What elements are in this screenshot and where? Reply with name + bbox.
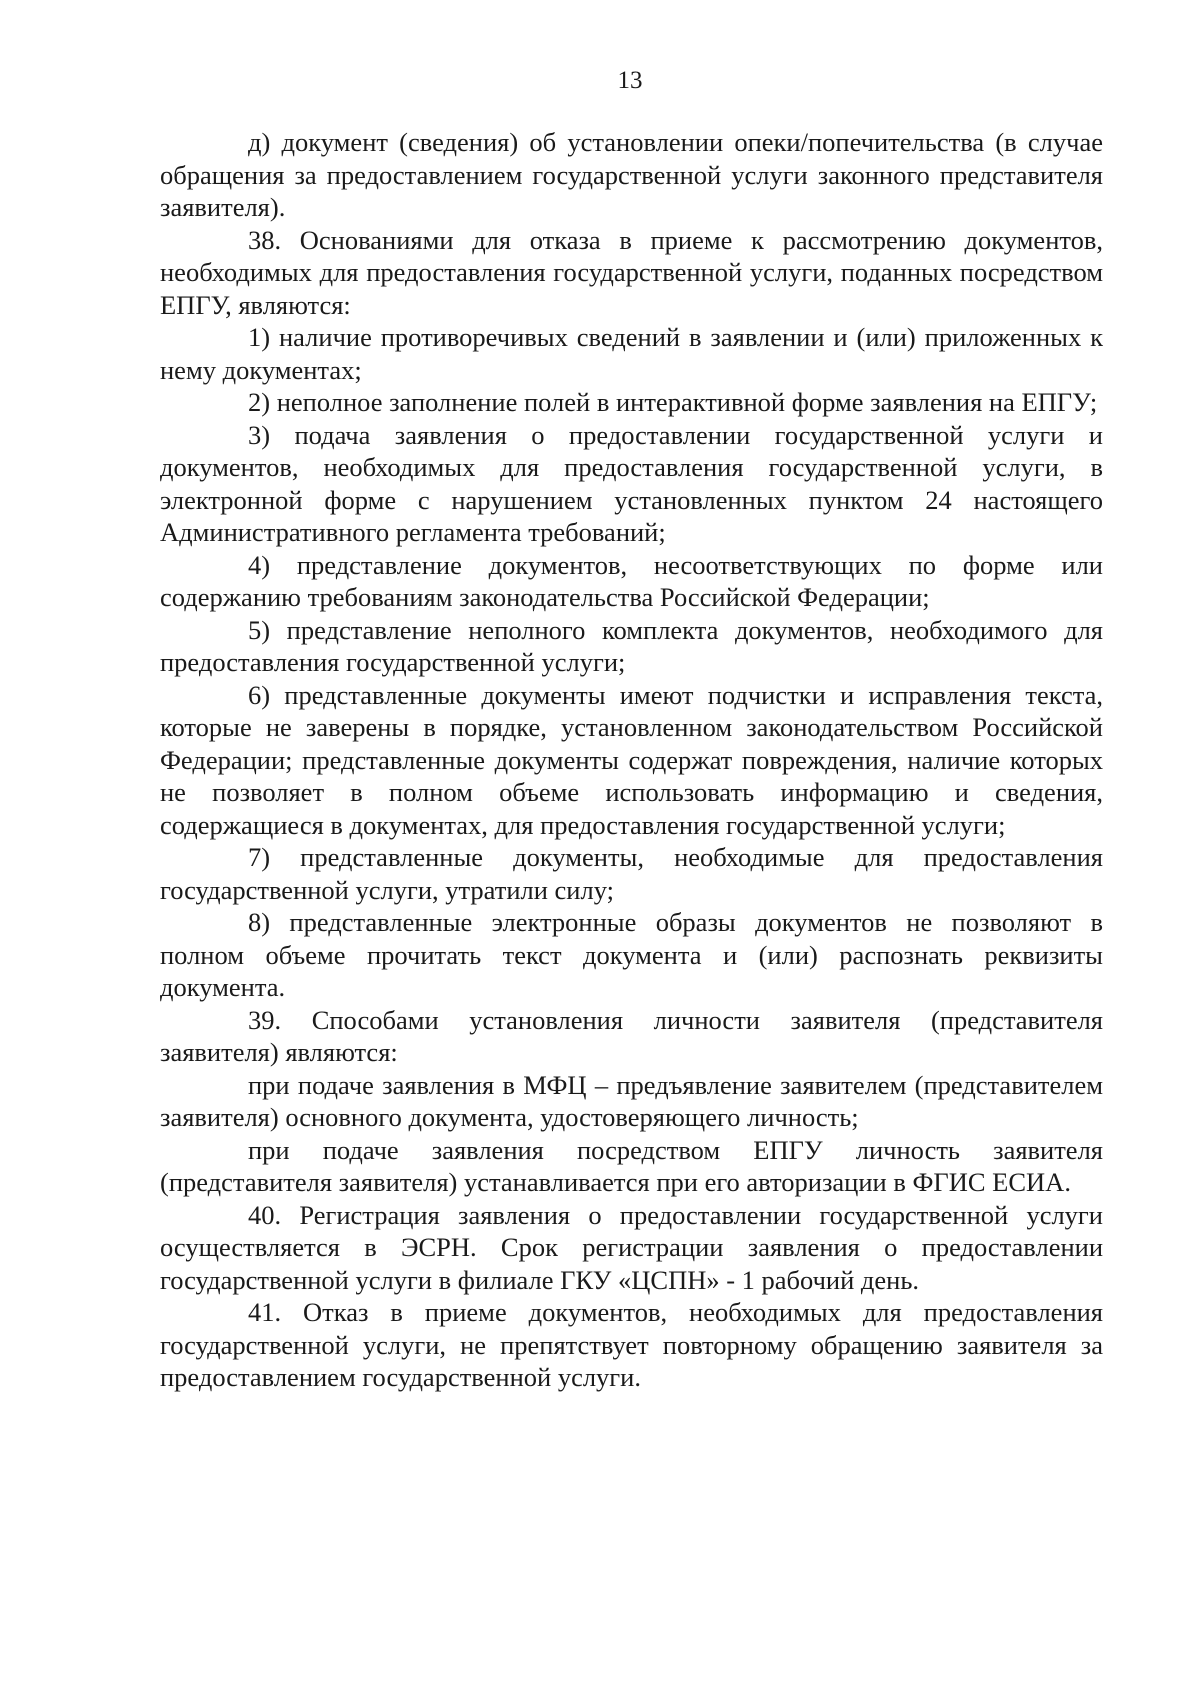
paragraph-39-mfc: при подаче заявления в МФЦ – предъявление заявителем (представителем заявителя) основного документа, удостоверяющего личность;	[160, 1069, 1103, 1132]
paragraph-38: 38. Основаниями для отказа в приеме к рассмотрению документов, необходимых для предоставления государственной услуги, поданных посредством ЕПГУ, являются:	[160, 224, 1103, 320]
list-item-38-8: 8) представленные электронные образы документов не позволяют в полном объеме прочитать текст документа и (или) распознать реквизиты документа.	[160, 907, 1103, 1002]
paragraph-39: 39. Способами установления личности заявителя (представителя заявителя) являются:	[160, 1004, 1103, 1067]
list-item-38-3: 3) подача заявления о предоставлении государственной услуги и документов, необходимых для предоставления государственной услуги, в электронной форме с нарушением установленных пунктом 24 настоящего Административного регламента требований;	[160, 419, 1103, 547]
paragraph-item-d: д) документ (сведения) об установлении опеки/попечительства (в случае обращения за предоставлением государственной услуги законного представителя заявителя).	[160, 127, 1103, 222]
document-body	[160, 126, 1103, 1394]
list-item-38-4: 4) представление документов, несоответствующих по форме или содержанию требованиям законодательства Российской Федерации;	[160, 549, 1103, 612]
page-number: 13	[617, 67, 643, 94]
list-item-38-5: 5) представление неполного комплекта документов, необходимого для предоставления государственной услуги;	[160, 614, 1103, 677]
list-item-38-6: 6) представленные документы имеют подчистки и исправления текста, которые не заверены в порядке, установленном законодательством Российской Федерации; представленные документы содержат повреждения, наличие которых не позволяет в полном объеме использовать информацию и сведения, содержащиеся в документах, для предоставления государственной услуги;	[160, 679, 1103, 840]
paragraph-41: 41. Отказ в приеме документов, необходимых для предоставления государственной услуги, не препятствует повторному обращению заявителя за предоставлением государственной услуги.	[160, 1297, 1103, 1392]
paragraph-40: 40. Регистрация заявления о предоставлении государственной услуги осуществляется в ЭСРН. Срок регистрации заявления о предоставлении государственной услуги в филиале ГКУ «ЦСПН» - 1 рабочий день.	[160, 1199, 1103, 1295]
paragraph-39-epgu: при подаче заявления посредством ЕПГУ личность заявителя (представителя заявителя) устанавливается при его авторизации в ФГИС ЕСИА.	[160, 1134, 1103, 1197]
list-item-38-7: 7) представленные документы, необходимые для предоставления государственной услуги, утратили силу;	[160, 842, 1103, 905]
list-item-38-1: 1) наличие противоречивых сведений в заявлении и (или) приложенных к нему документах;	[160, 322, 1103, 385]
list-item-38-2: 2) неполное заполнение полей в интерактивной форме заявления на ЕПГУ;	[248, 387, 1098, 417]
